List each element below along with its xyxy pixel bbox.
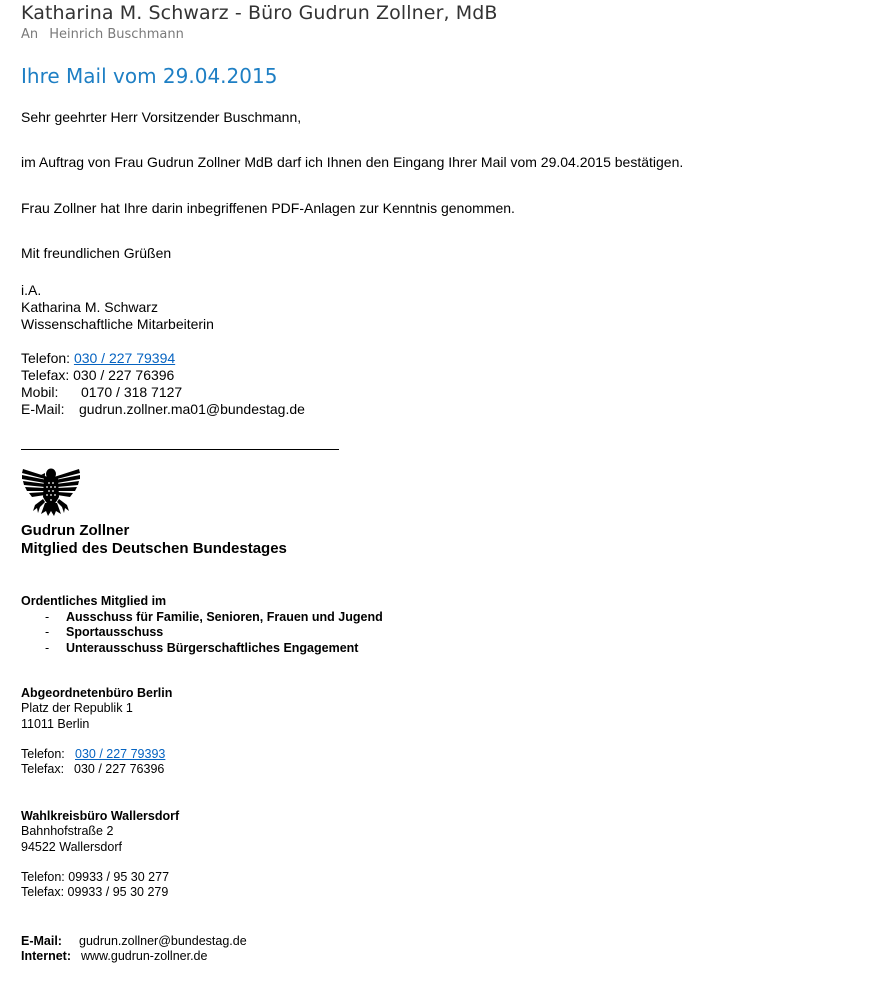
berlin-phone-row [21, 747, 172, 762]
wahlkreis-office [21, 809, 179, 901]
recipient-line [21, 27, 184, 42]
closing: Mit freundlichen Grüßen [21, 245, 172, 261]
signature-mobile-row [21, 384, 305, 401]
list-item [21, 640, 359, 657]
body-paragraph-2: Frau Zollner hat Ihre darin inbegriffenen PDF-Anlagen zur Kenntnis genommen. [21, 200, 515, 216]
mdb-internet-value: www.gudrun-zollner.de [81, 949, 208, 964]
signature-phone-row [21, 350, 305, 367]
wahlkreis-office-street: Bahnhofstraße 2 [21, 824, 114, 839]
recipient-label: An [21, 27, 39, 42]
signature-role: Wissenschaftliche Mitarbeiterin [21, 316, 214, 332]
berlin-phone-link[interactable]: 030 / 227 79393 [75, 747, 166, 762]
committee-name: Unterausschuss Bürgerschaftliches Engagement [66, 640, 359, 655]
signature-divider [21, 449, 339, 450]
signature-name: Katharina M. Schwarz [21, 299, 158, 315]
recipient-name[interactable]: Heinrich Buschmann [49, 27, 184, 42]
signature-fax-row [21, 367, 305, 384]
body-paragraph-1: im Auftrag von Frau Gudrun Zollner MdB darf ich Ihnen den Eingang Ihrer Mail vom 29.04.2015 bestätigen. [21, 154, 684, 170]
membership-heading: Ordentliches Mitglied im [21, 594, 167, 608]
berlin-office [21, 686, 172, 778]
list-item [21, 609, 383, 626]
mail-subject: Ihre Mail vom 29.04.2015 [21, 64, 278, 88]
phone-link[interactable]: 030 / 227 79394 [73, 350, 176, 366]
salutation: Sehr geehrter Herr Vorsitzender Buschmann, [21, 109, 302, 125]
fax-label: Telefax: [21, 367, 70, 383]
mobile-value: 0170 / 318 7127 [81, 384, 183, 400]
mdb-title: Mitglied des Deutschen Bundestages [21, 540, 287, 557]
berlin-office-city: 11011 Berlin [21, 716, 90, 731]
bundesadler-eagle-icon [21, 467, 81, 519]
bullet-dash: - [45, 625, 50, 639]
berlin-fax-value: 030 / 227 76396 [74, 762, 165, 777]
mdb-email-value: gudrun.zollner@bundestag.de [79, 934, 247, 948]
email-label: E-Mail: [21, 401, 65, 417]
berlin-fax-row [21, 762, 172, 777]
phone-label: Telefon: [21, 747, 65, 762]
wahlkreis-office-heading: Wahlkreisbüro Wallersdorf [21, 809, 180, 823]
mdb-name-block [21, 522, 287, 558]
mobile-label: Mobil: [21, 384, 59, 400]
mdb-contact [21, 934, 247, 965]
berlin-office-heading: Abgeordnetenbüro Berlin [21, 686, 173, 700]
bullet-dash: - [45, 609, 50, 624]
email-value: gudrun.zollner.ma01@bundestag.de [79, 401, 305, 417]
mdb-internet-label: Internet: [21, 949, 71, 964]
mdb-internet-row [21, 949, 247, 964]
wahlkreis-fax: Telefax: 09933 / 95 30 279 [21, 885, 169, 900]
berlin-office-street: Platz der Republik 1 [21, 701, 133, 716]
fax-value: 030 / 227 76396 [73, 367, 175, 383]
bullet-dash: - [45, 640, 50, 655]
committee-name: Ausschuss für Familie, Senioren, Frauen und Jugend [66, 609, 383, 624]
mdb-name: Gudrun Zollner [21, 522, 130, 539]
phone-label: Telefon: [21, 350, 71, 366]
wahlkreis-phone: Telefon: 09933 / 95 30 277 [21, 870, 170, 885]
signature-block [21, 282, 305, 418]
list-item [21, 625, 166, 641]
fax-label: Telefax: [21, 762, 65, 777]
mdb-email-row [21, 934, 247, 949]
signature-ia: i.A. [21, 282, 42, 298]
committee-list [21, 594, 383, 656]
signature-email-row [21, 401, 305, 418]
wahlkreis-office-city: 94522 Wallersdorf [21, 839, 122, 854]
mdb-email-label: E-Mail: [21, 934, 62, 948]
committee-name: Sportausschuss [66, 625, 164, 639]
sender-name: Katharina M. Schwarz - Büro Gudrun Zollner, MdB [21, 2, 498, 24]
